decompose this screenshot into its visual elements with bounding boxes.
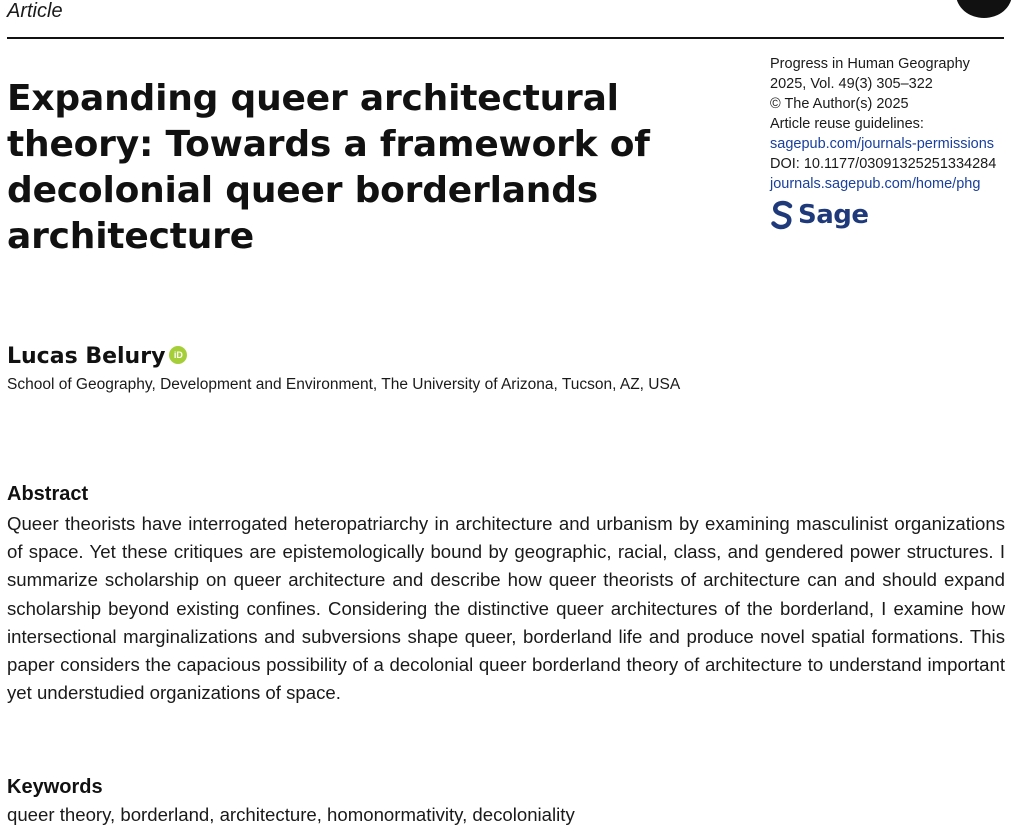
permissions-link[interactable]: sagepub.com/journals-permissions <box>770 136 995 152</box>
journal-name: Progress in Human Geography <box>770 56 970 72</box>
author-name: Lucas Belury <box>7 344 166 369</box>
article-title: Expanding queer architectural theory: Towards a framework of decolonial queer borderlands architecture <box>7 78 650 257</box>
orcid-icon[interactable]: iD <box>169 346 187 364</box>
sage-logo[interactable] <box>770 200 1020 230</box>
sage-s-icon <box>770 200 794 230</box>
author-affiliation: School of Geography, Development and Environment, The University of Arizona, Tucson, AZ, USA <box>7 376 681 393</box>
abstract-text: Queer theorists have interrogated heteropatriarchy in architecture and urbanism by examining masculinist organizations of space. Yet these critiques are epistemologically bound by geographic, racial, class, and gendered power structures. I summarize scholarship on queer architecture and describe how queer theorists of architecture can and should expand scholarship beyond existing confines. Considering the distinctive queer architectures of the borderland, I examine how intersectional marginalizations and subversions shape queer, borderland life and produce novel spatial formations. This paper considers the capacious possibility of a decolonial queer borderland theory of architecture to understand important yet understudied organizations of space. <box>7 513 1005 704</box>
journal-volume: 2025, Vol. 49(3) 305–322 <box>770 76 933 92</box>
journal-home-link[interactable]: journals.sagepub.com/home/phg <box>770 176 981 192</box>
corner-decoration <box>956 0 1012 18</box>
author-line <box>7 344 187 369</box>
keywords-heading: Keywords <box>7 776 103 798</box>
copyright-line: © The Author(s) 2025 <box>770 96 909 112</box>
reuse-label: Article reuse guidelines: <box>770 116 924 132</box>
sage-wordmark: Sage <box>798 200 869 230</box>
article-type-label: Article <box>7 0 63 22</box>
journal-meta <box>770 54 1020 230</box>
keywords-text: queer theory, borderland, architecture, homonormativity, decoloniality <box>7 804 575 825</box>
abstract-heading: Abstract <box>7 483 89 505</box>
header-rule <box>7 37 1004 39</box>
doi-line: DOI: 10.1177/03091325251334284 <box>770 156 997 172</box>
